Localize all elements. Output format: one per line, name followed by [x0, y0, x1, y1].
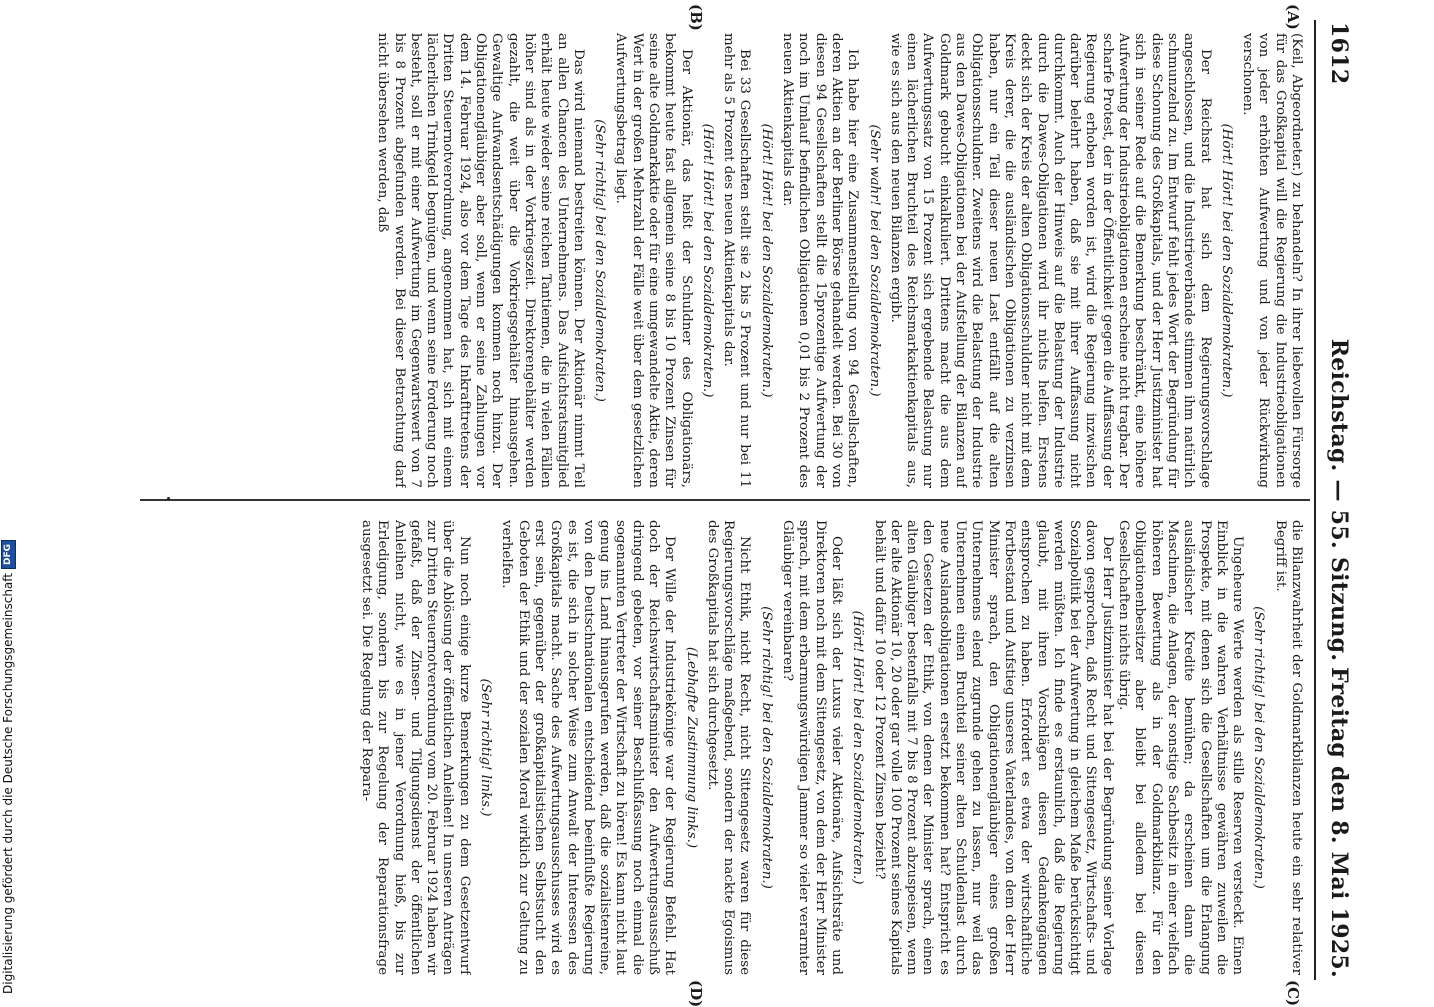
interjection: (Sehr richtig! bei den Sozialdemokraten.) — [592, 119, 608, 402]
digitization-credit — [0, 0, 16, 1000]
dfg-logo: DFG — [1, 540, 16, 569]
page-header — [1320, 22, 1360, 978]
paragraph: Nicht Ethik, nicht Recht, nicht Sittengesetz waren für diese Regierungsvorschläge maßgebend, sondern der nackte Egoismus des Großkapitals hat sich durchgesetzt. — [704, 520, 753, 975]
credit-text: Digitalisierung gefördert durch die Deutsche Forschungsgemeinschaft — [1, 572, 15, 994]
rotated-document-page — [120, 0, 1360, 1007]
paragraph: Nun noch einige kurze Bemerkungen zu dem Gesetzentwurf über die Ablösung der öffentlichen Anleihen! In unseren Anträgen zur Dritten Steuernotverordnung vom 20. Februar 1924 haben wir gefaßt, daß der Zinsen- und Tilgungsdienst der öffentlichen Anleihen nicht, wie es in jener Verordnung hieß, bis zur Erledigung, sondern bis zur Regelung der Reparationsfrage ausgesetzt sei. Die Regelung der Repara- — [358, 520, 472, 975]
page-number: 1612 — [1326, 22, 1352, 85]
paragraph: Bei 33 Gesellschaften stellt sie 2 bis 5 Prozent und nur bei 11 mehr als 5 Prozent des neuen Aktienkapitals dar. — [721, 33, 753, 488]
interjection: (Hört! Hört! bei den Sozialdemokraten.) — [1218, 123, 1234, 398]
paragraph: die Bilanzwahrheit der Goldmarkbilanzen heute ein sehr relativer Begriff ist. — [1272, 520, 1304, 975]
interjection: (Hört! Hört! bei den Sozialdemokraten.) — [699, 123, 715, 398]
paragraph: Ungeheure Werte werden als stille Reserven versteckt. Einen Einblick in die wahren Verhältnisse gewähren zuweilen die Prospekte, mit denen sich die Gesellschaften um die Erlangung ausländischer Kredite bemühen; da erscheinen dann die Maschinen, die Anlagen, der sonstige Sachbesitz in einer vielfach höheren Bewertung als in der Goldmarkbilanz. Für den Obligationenbesitzer aber bleibt bei alledem bei diesen Gesellschaften nichts übrig. — [1116, 520, 1246, 975]
print-speck — [167, 497, 170, 500]
paragraph: Das wird niemand bestreiten können. Der Aktionär nimmt Teil an allen Chancen des Unternehmens. Das Aufsichtsratsmitglied erhält heute wieder seine reichen Tantiemen, die in vielen Fällen höher sind als in der Vorkriegszeit. Direktorengehälter werden gezahlt, die weit über die Vorkriegsgehälter hinausgehen. Gewaltige Aufwandsentschädigungen kommen noch hinzu. Der Obligationengläubiger aber soll, wenn er seine Zahlungen vor dem 14. Februar 1924, also vor dem Tage des Inkrafttretens der Dritten Steuernotverordnung, angenommen hat, sich mit einem lächerlichen Trinkgeld begnügen, und wenn seine Forderung noch besteht, soll er mit einer Aufwertung im Gegenwartswert von 7 bis 8 Prozent abgefunden werden. Bei dieser Betrachtung darf nicht übersehen werden, daß — [375, 33, 586, 488]
interjection: (Lebhafte Zustimmung links.) — [683, 646, 699, 849]
paragraph: Ich habe hier eine Zusammenstellung von 94 Gesellschaften, deren Aktien an der Berliner Börse gehandelt werden. Bei 30 von diesen 94 Gesellschaften stellt die 15prozentige Aufwertung der noch im Umlauf befindlichen Obligationen 0,01 bis 2 Prozent des neuen Aktienkapitals dar. — [780, 33, 861, 488]
margin-marker-b: (B) — [687, 4, 705, 31]
interjection: (Sehr richtig! bei den Sozialdemokraten.) — [758, 606, 774, 889]
paragraph: (Keil, Abgeordneter.) zu behandeln? In ihrer liebevollen Fürsorge für das Großkapital will die Regierung die Industrieobligationen von jeder erhöhten Aufwertung und von jeder Rückwirkung verschonen. — [1240, 33, 1304, 488]
paragraph: Oder läßt sich der Luxus vieler Aktionäre, Aufsichtsräte und Direktoren noch mit dem Sittengesetz, von dem der Herr Minister sprach, mit dem erbarmungswürdigen Jammer so vieler verarmter Gläubiger vereinbaren? — [780, 520, 844, 975]
paragraph: Der Aktionär, das heißt der Schuldner des Obligationärs, bekommt heute fast allgemein seine 8 bis 10 Prozent Zinsen für seine alte Goldmarkaktie oder für eine umgewandelte Aktie, deren Wert in der großen Mehrzahl der Fälle weit über dem gesetzlichen Aufwertungsbetrag liegt. — [613, 33, 694, 488]
right-column — [144, 520, 1304, 975]
interjection: (Sehr wahr! bei den Sozialdemokraten.) — [866, 124, 882, 397]
left-column — [144, 33, 1304, 488]
column-divider — [140, 499, 1310, 501]
paragraph: Der Herr Justizminister hat bei der Begründung seiner Vorlage davon gesprochen, daß Recht und Sittengesetz, Wirtschafts- und Sozialpolitik bei der Aufwertung in gleichem Maße berücksichtigt werden müßten. Ich finde es erstaunlich, daß die Regierung glaubt, mit ihren Vorschlägen diesen Gedankengängen entsprochen zu haben. Erfordert es etwa der wirtschaftliche Fortbestand und Aufstieg unseres Vaterlandes, von dem der Herr Minister sprach, den Obligationengläubiger eines großen Unternehmens elend zugrunde gehen zu lassen, nur weil das Unternehmen einen Bruchteil seiner alten Schuldenlast durch neue Auslandsobligationen ersetzt bekommen hat? Entspricht es den Gesetzen der Ethik, von denen der Minister sprach, einen alten Gläubiger bestenfalls mit 7 bis 8 Prozent abzuspeisen, wenn der alte Aktionär 10, 20 oder gar volle 100 Prozent seines Kapitals behält und dafür 10 oder 12 Prozent Zinsen bezieht? — [871, 520, 1115, 975]
interjection: (Hört! Hört! bei den Sozialdemokraten.) — [850, 610, 866, 885]
margin-marker-a: (A) — [1284, 4, 1302, 30]
margin-marker-c: (C) — [1284, 980, 1302, 1007]
header-rule — [1314, 20, 1316, 980]
page-date: Freitag den 8. Mai 1925. — [1326, 666, 1352, 978]
interjection: (Sehr richtig! bei den Sozialdemokraten.) — [1251, 606, 1267, 889]
paragraph: Der Wille der Industriekönige war der Regierung Befehl. Hat doch der Reichswirtschaftsminister den Aufwertungsausschuß dringend gebeten, vor seiner Beschlußfassung noch einmal die sogenannten Vertreter der Wirtschaft zu hören! Es kann nicht laut genug ins Land hinausgerufen werden, daß die sozialistenreine, von den Deutschnationalen entscheidend beeinflußte Regierung es ist, die sich in solcher Weise zum Anwalt der Interessen des Großkapitals macht. Sache des Aufwertungsausschusses wird es erst sein, gegenüber der großkapitalistischen Selbstsucht den Geboten der Ethik und der sozialen Moral wirklich zur Geltung zu verhelfen. — [499, 520, 678, 975]
page-title: Reichstag. — 55. Sitzung. — [1326, 338, 1352, 662]
interjection: (Hört! Hört! bei den Sozialdemokraten.) — [758, 123, 774, 398]
margin-marker-d: (D) — [687, 980, 705, 1007]
paragraph: Der Reichsrat hat sich dem Regierungsvorschlage angeschlossen, und die Industrieverbände stimmen ihm natürlich schmunzelnd zu. Im Entwurf fehlt jedes Wort der Begründung für diese Schonung des Großkapitals, und der Herr Justizminister hat sich in seiner Rede auf die Bemerkung beschränkt, eine höhere Aufwertung der Industrieobligationen erscheine nicht tragbar. Der scharfe Protest, der in der Öffentlichkeit gegen die Auffassung der Regierung erhoben worden ist, wird die Regierung inzwischen darüber belehrt haben, daß sie mit ihrer Auffassung nicht durchkommt. Auch der Hinweis auf die Belastung der Industrie durch die Dawes-Obligationen wird ihr nichts helfen. Erstens deckt sich der Kreis der alten Obligationsschuldner nicht mit dem Kreis derer, die die ausländischen Obligationen zu verzinsen haben, nur ein Teil dieser neuen Last entfällt auf die alten Obligationsschuldner. Zweitens wird die Belastung der Industrie aus den Dawes-Obligationen bei der Aufstellung der Bilanzen auf Goldmark gebucht einkalkuliert. Drittens macht die aus dem Aufwertungssatz von 15 Prozent sich ergebende Belastung nur einen lächerlichen Bruchteil des Reichsmarkaktienkapitals aus, wie es sich aus den neuen Bilanzen ergibt. — [887, 33, 1213, 488]
interjection: (Sehr richtig! links.) — [478, 678, 494, 817]
